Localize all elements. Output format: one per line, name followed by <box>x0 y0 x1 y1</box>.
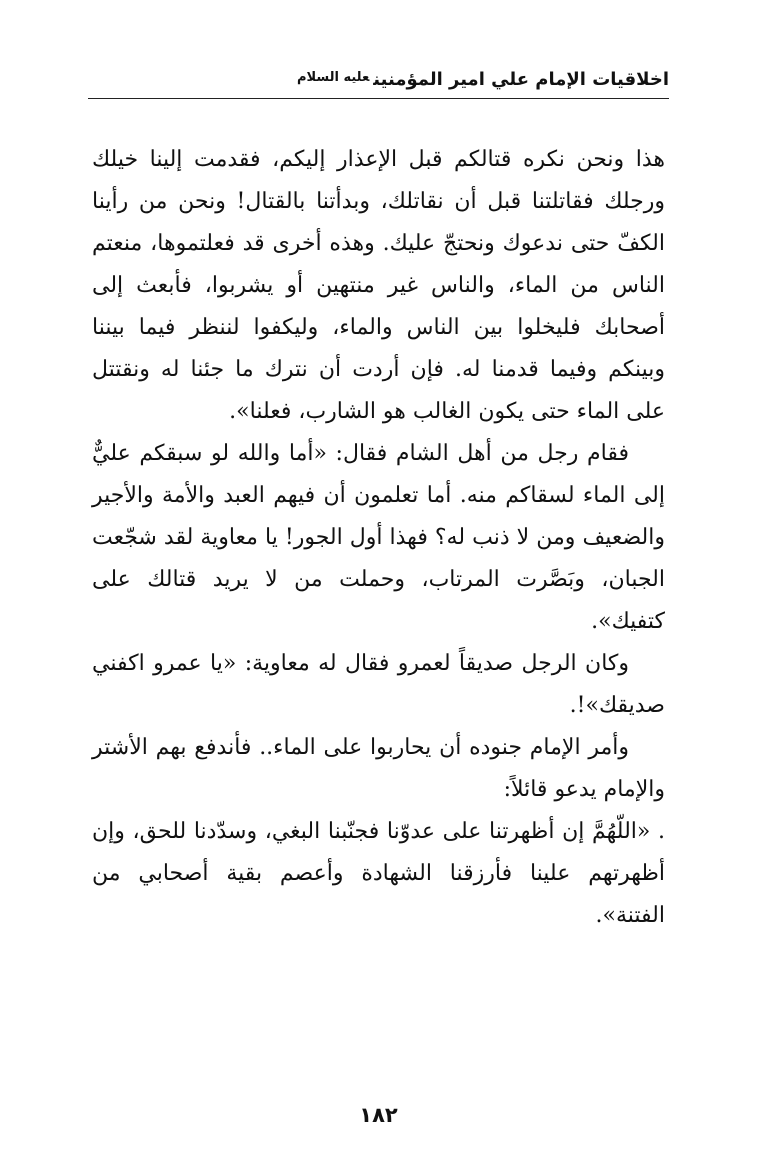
paragraph-syrian-man: فقام رجل من أهل الشام فقال: «أما والله لو سبقكم عليٌّ إلى الماء لسقاكم منه. أما تعلمون أن فيهم العبد والأمة والأجير والضعيف ومن لا ذنب له؟ فهذا أول الجور! يا معاوية لقد شجّعت الجبان، وبَصَّرت المرتاب، وحملت من لا يريد قتالك على كتفيك». <box>92 441 665 634</box>
paragraph-imam-orders: وأمر الإمام جنوده أن يحاربوا على الماء.. فأندفع بهم الأشتر والإمام يدعو قائلاً: <box>92 735 665 802</box>
paragraph-continuation: هذا ونحن نكره قتالكم قبل الإعذار إليكم، فقدمت إلينا خيلك ورجلك فقاتلتنا قبل أن نقاتلك، وبدأتنا بالقتال! ونحن من رأينا الكفّ حتى ندعوك ونحتجّ عليك. وهذه أخرى قد فعلتموها، منعتم الناس من الماء، والناس غير منتهين أو يشربوا، فأبعث إلى أصحابك فليخلوا بين الناس والماء، وليكفوا لننظر فيما بيننا وبينكم وفيما قدمنا له. فإن أردت أن نترك ما جئنا له ونقتتل على الماء حتى يكون الغالب هو الشارب، فعلنا». <box>92 147 665 424</box>
paragraph-supplication: . «اللّهُمَّ إن أظهرتنا على عدوّنا فجنّبنا البغي، وسدّدنا للحق، وإن أظهرتهم علينا فأرزقنا الشهادة وأعصم بقية أصحابي من الفتنة». <box>92 819 665 928</box>
header-title: اخلاقيات الإمام علي امير المؤمنين <box>373 69 669 90</box>
body-text <box>92 139 665 937</box>
paragraph-muawiya-amr: وكان الرجل صديقاً لعمرو فقال له معاوية: «يا عمرو اكفني صديقك»!. <box>92 651 665 718</box>
page-number: ١٨٢ <box>359 1103 398 1127</box>
running-header <box>88 58 669 99</box>
header-honorific: عليه السلام <box>296 70 370 85</box>
